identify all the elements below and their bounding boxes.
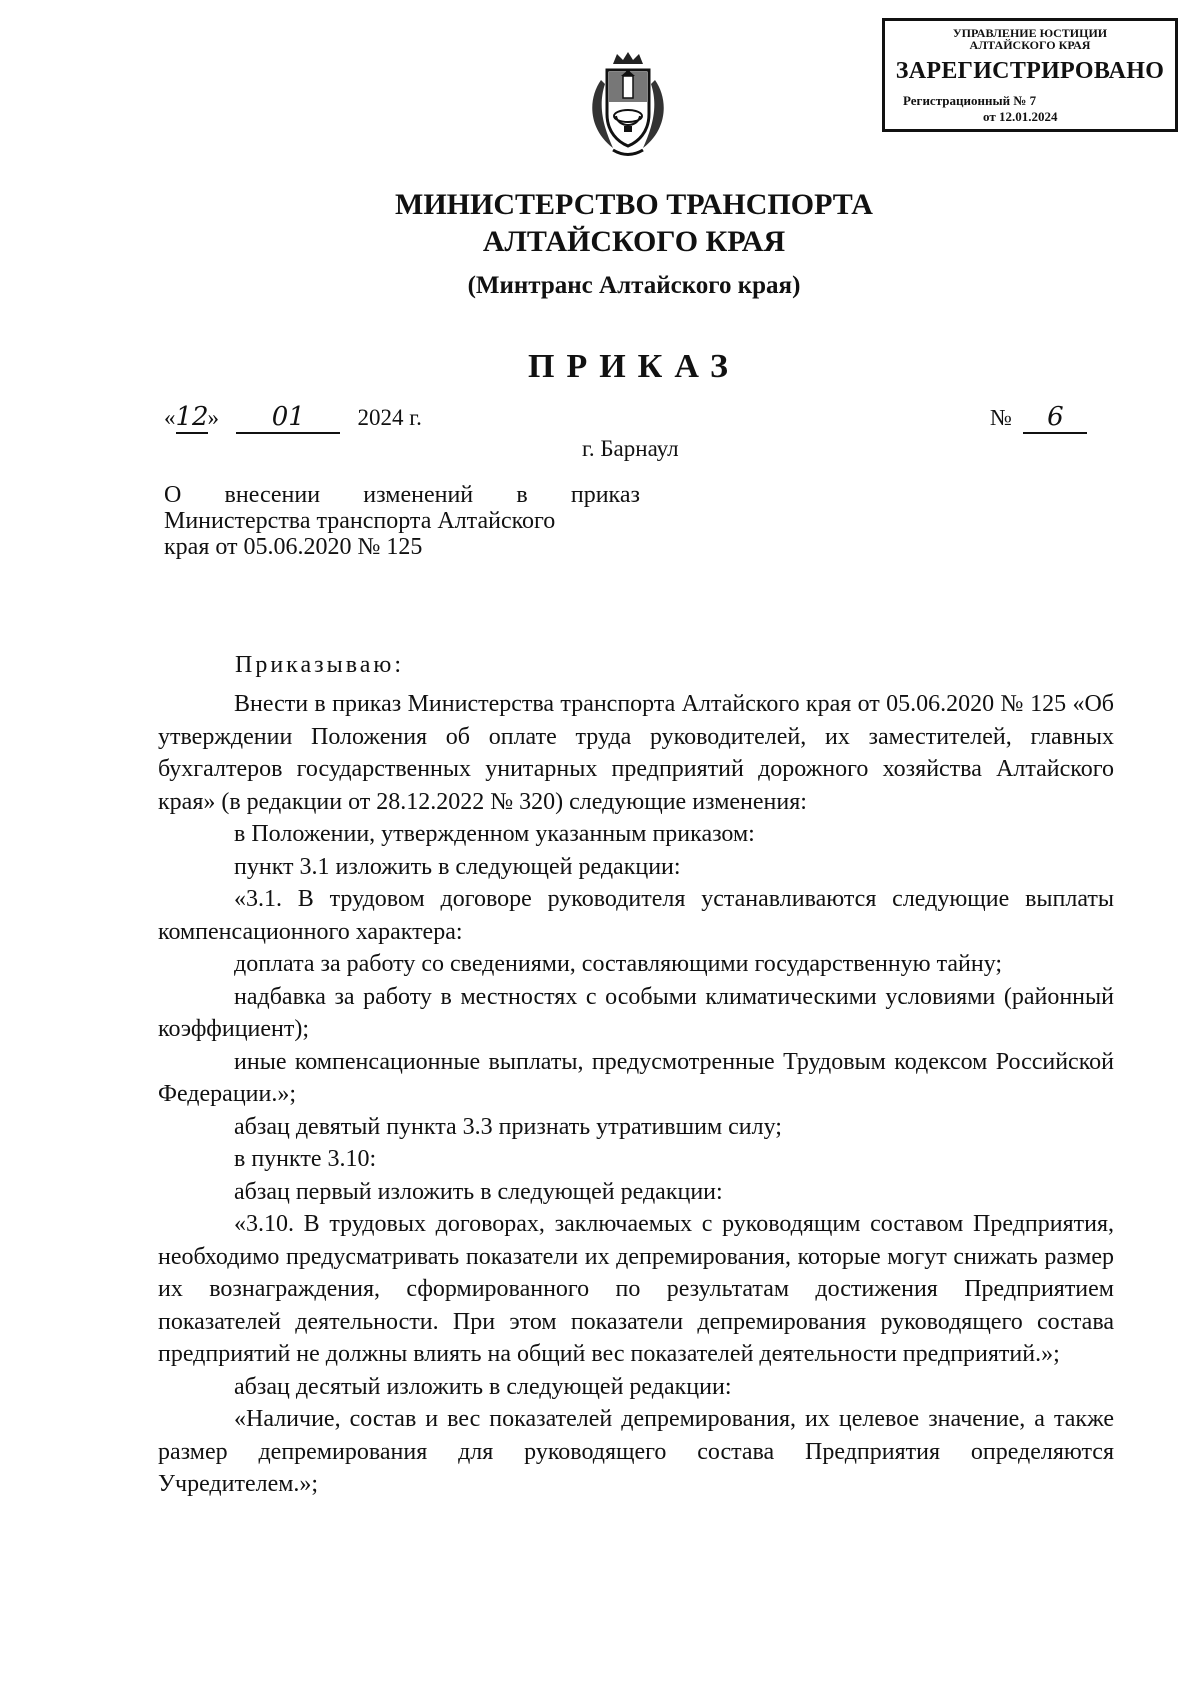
stamp-status: ЗАРЕГИСТРИРОВАНО [895,58,1165,84]
subject-word: О [164,482,182,508]
subject-line3: края от 05.06.2020 № 125 [164,534,423,560]
paragraph: доплата за работу со сведениями, составляющими государственную тайну; [234,951,1003,977]
paragraph: абзац первый изложить в следующей редакции: [234,1178,723,1205]
subject-line1 [164,482,640,508]
ministry-name-line1: МИНИСТЕРСТВО ТРАНСПОРТА [395,188,873,221]
ministry-short-name: (Минтранс Алтайского края) [467,272,801,299]
stamp-registration [903,93,1057,125]
stamp-reg-number: Регистрационный № 7 [903,93,1037,108]
date-open-quote: « [164,405,176,430]
number-label: № [990,405,1012,430]
ministry-name-line2: АЛТАЙСКОГО КРАЯ [482,225,786,258]
paragraph: абзац девятый пункта 3.3 признать утратившим силу; [234,1113,782,1140]
subject-line2: Министерства транспорта Алтайского [164,508,556,534]
paragraph: надбавка за работу в местностях с особыми климатическими условиями (районный коэффициент); [158,983,1114,1042]
paragraph: «Наличие, состав и вес показателей депремирования, их целевое значение, а также размер депремирования для руководящего состава Предприятия определяются Учредителем.»; [158,1406,1114,1497]
subject-word: внесении [224,482,321,508]
paragraph: пункт 3.1 изложить в следующей редакции: [234,853,681,880]
number-value: 6 [1023,402,1087,434]
date-close-quote: » [207,405,219,430]
registration-stamp [882,18,1178,132]
paragraph: «3.1. В трудовом договоре руководителя устанавливаются следующие выплаты компенсационного характера: [158,886,1114,945]
subject-word: в [516,482,528,508]
paragraph: «3.10. В трудовых договорах, заключаемых с руководящим составом Предприятия, необходимо предусматривать показатели их депремирования, которые могут снижать размер их вознаграждения, сформированного по результатам достижения Предприятием показателей деятельности. При этом показатели депремирования руководящего состава предприятий не должны влиять на общий вес показателей деятельности предприятий.»; [158,1211,1114,1367]
paragraph: Внести в приказ Министерства транспорта Алтайского края от 05.06.2020 № 125 «Об утверждении Положения об оплате труда руководителей, их заместителей, главных бухгалтеров государственных унитарных предприятий дорожного хозяйства Алтайского края» (в редакции от 28.12.2022 № 320) следующие изменения: [158,691,1114,815]
document-type-title: ПРИКАЗ [528,348,740,385]
subject-word: изменений [363,482,474,508]
order-number [990,402,1087,434]
date-year: 2024 г. [357,405,422,430]
order-date [164,402,422,434]
stamp-org-line2: АЛТАЙСКОГО КРАЯ [969,38,1091,52]
altai-krai-coat-of-arms-icon [583,50,673,160]
city-name: г. Барнаул [582,436,679,461]
paragraph: абзац десятый изложить в следующей редакции: [234,1373,732,1400]
subject-word: приказ [570,482,640,508]
order-word: Приказываю: [235,652,404,678]
stamp-reg-date: от 12.01.2024 [983,109,1058,124]
paragraph: в пункте 3.10: [234,1146,377,1172]
paragraph: в Положении, утвержденном указанным приказом: [234,821,755,847]
order-subject [164,482,640,560]
date-day: 12 [175,402,209,432]
paragraph: иные компенсационные выплаты, предусмотренные Трудовым кодексом Российской Федерации.»; [158,1048,1114,1107]
date-month: 01 [236,402,340,434]
stamp-org-line1: УПРАВЛЕНИЕ ЮСТИЦИИ [952,26,1108,40]
document-body [158,688,1114,1501]
